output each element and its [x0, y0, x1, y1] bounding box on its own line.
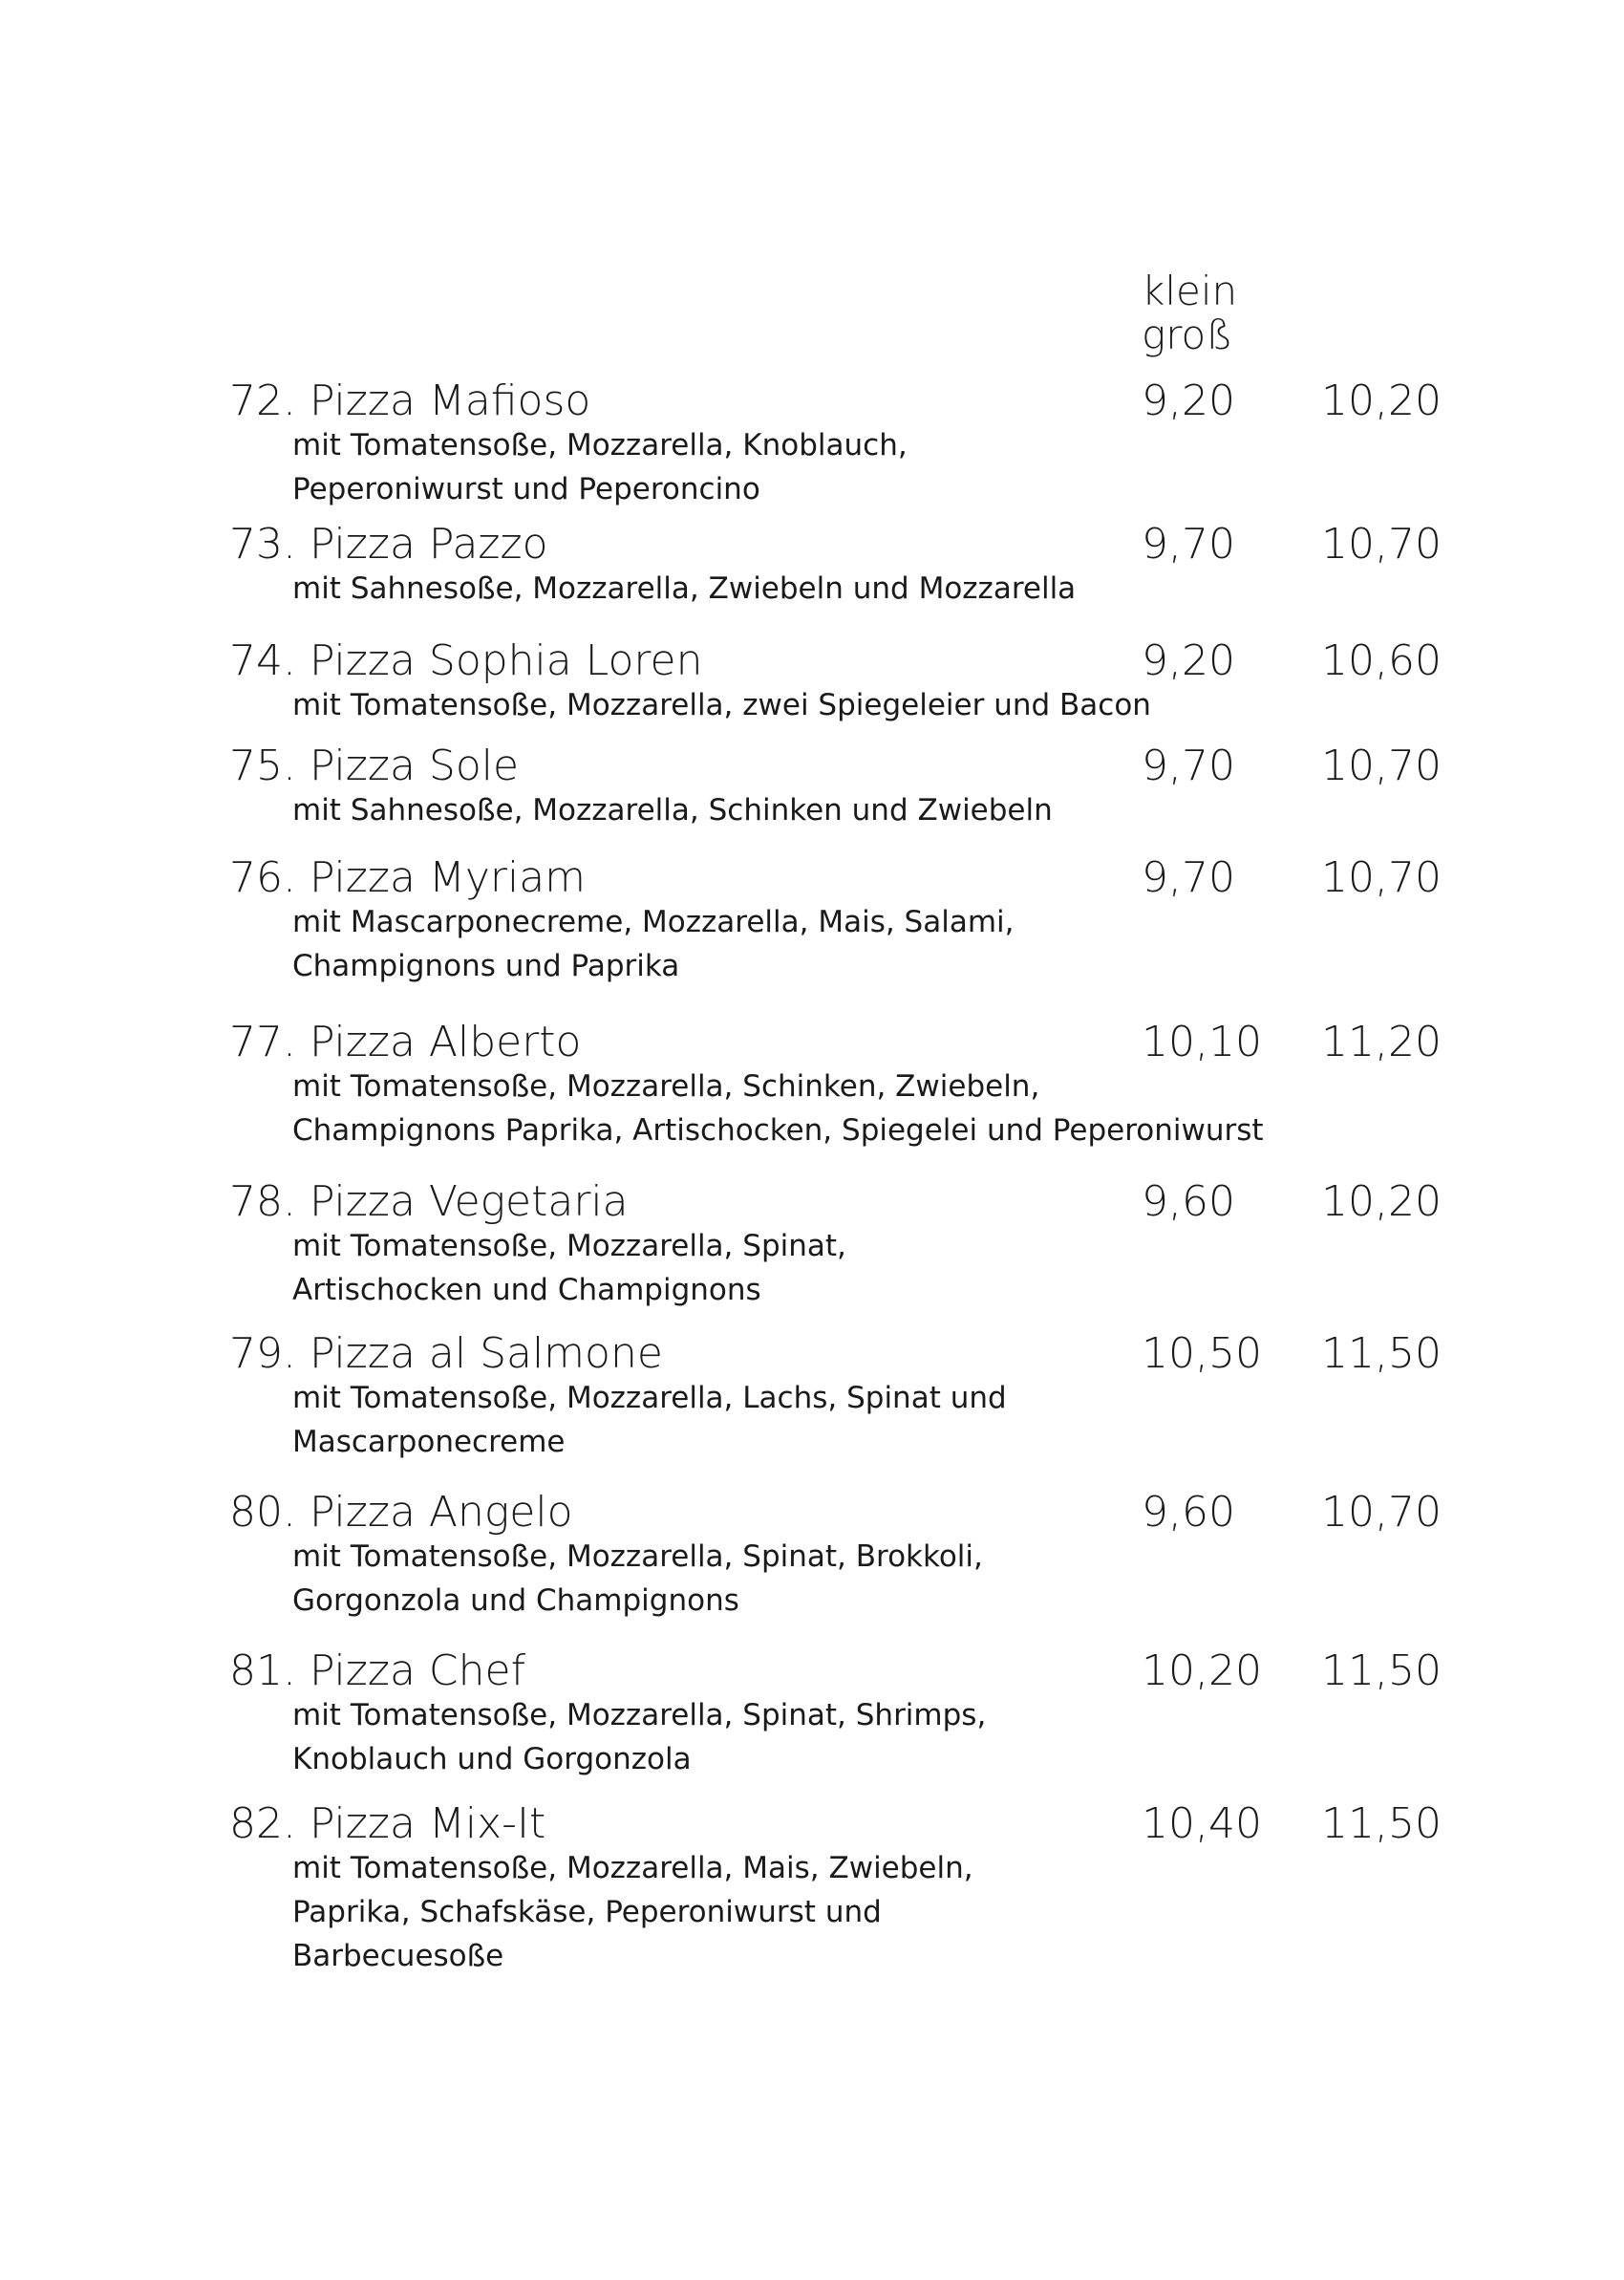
- item-description: [292, 1693, 986, 1781]
- item-description: [292, 1065, 1264, 1152]
- price-small: 9,60: [1142, 1488, 1235, 1537]
- price-large: 10,70: [1321, 1488, 1442, 1537]
- item-description-line: mit Tomatensoße, Mozzarella, Spinat, Brokkoli,: [292, 1539, 983, 1574]
- item-description: [292, 1376, 1007, 1464]
- item-description-line: Barbecuesoße: [292, 1939, 504, 1973]
- item-description: [292, 788, 1053, 832]
- item-description-line: mit Tomatensoße, Mozzarella, Spinat, Shrimps,: [292, 1698, 987, 1732]
- item-description-line: mit Mascarponecreme, Mozzarella, Mais, Salami,: [292, 905, 1015, 939]
- price-large: 10,20: [1321, 376, 1442, 425]
- item-title: 72. Pizza Mafioso: [229, 376, 591, 425]
- price-large: 11,50: [1321, 1329, 1442, 1378]
- price-large: 10,20: [1321, 1177, 1442, 1226]
- item-title: 74. Pizza Sophia Loren: [229, 636, 703, 685]
- price-large: 10,70: [1321, 520, 1442, 569]
- price-small: 10,20: [1142, 1646, 1262, 1695]
- item-title: 77. Pizza Alberto: [229, 1018, 582, 1066]
- item-description: [292, 900, 1015, 988]
- item-description-line: mit Tomatensoße, Mozzarella, Schinken, Zwiebeln,: [292, 1069, 1040, 1104]
- item-description: [292, 567, 1076, 611]
- price-small: 10,40: [1142, 1799, 1262, 1848]
- item-description: [292, 1224, 846, 1312]
- price-small: 9,70: [1142, 520, 1235, 569]
- item-description-line: mit Sahnesoße, Mozzarella, Zwiebeln und Mozzarella: [292, 571, 1077, 606]
- size-large-label: groß: [1142, 312, 1233, 358]
- price-small: 9,70: [1142, 742, 1235, 790]
- item-title: 75. Pizza Sole: [229, 742, 520, 790]
- item-description-line: Gorgonzola und Champignons: [292, 1583, 739, 1618]
- price-small: 10,10: [1142, 1018, 1262, 1066]
- item-description: [292, 423, 908, 511]
- item-description-line: Champignons und Paprika: [292, 949, 680, 983]
- item-description-line: Champignons Paprika, Artischocken, Spiegelei und Peperoniwurst: [292, 1113, 1264, 1148]
- item-title: 81. Pizza Chef: [229, 1646, 526, 1695]
- price-large: 10,70: [1321, 853, 1442, 902]
- price-small: 9,60: [1142, 1177, 1235, 1226]
- item-description-line: mit Tomatensoße, Mozzarella, Knoblauch,: [292, 428, 908, 462]
- item-title: 82. Pizza Mix-It: [229, 1799, 546, 1848]
- price-large: 10,70: [1321, 742, 1442, 790]
- price-small: 9,70: [1142, 853, 1235, 902]
- item-title: 79. Pizza al Salmone: [229, 1329, 663, 1378]
- size-small-label: klein: [1142, 268, 1238, 314]
- price-large: 11,50: [1321, 1646, 1442, 1695]
- item-title: 80. Pizza Angelo: [229, 1488, 573, 1537]
- item-description-line: Paprika, Schafskäse, Peperoniwurst und: [292, 1895, 882, 1929]
- price-small: 10,50: [1142, 1329, 1262, 1378]
- item-description: [292, 683, 1151, 727]
- item-description-line: mit Tomatensoße, Mozzarella, Lachs, Spinat und: [292, 1381, 1007, 1415]
- price-small: 9,20: [1142, 376, 1235, 425]
- item-title: 73. Pizza Pazzo: [229, 520, 548, 569]
- price-large: 10,60: [1321, 636, 1442, 685]
- item-description-line: mit Sahnesoße, Mozzarella, Schinken und Zwiebeln: [292, 793, 1053, 828]
- item-title: 76. Pizza Myriam: [229, 853, 587, 902]
- item-title: 78. Pizza Vegetaria: [229, 1177, 629, 1226]
- item-description-line: Artischocken und Champignons: [292, 1273, 761, 1307]
- item-description-line: Mascarponecreme: [292, 1425, 566, 1459]
- item-description: [292, 1846, 973, 1978]
- price-large: 11,50: [1321, 1799, 1442, 1848]
- item-description-line: mit Tomatensoße, Mozzarella, Spinat,: [292, 1229, 846, 1263]
- item-description: [292, 1535, 983, 1623]
- item-description-line: Peperoniwurst und Peperoncino: [292, 472, 760, 506]
- price-small: 9,20: [1142, 636, 1235, 685]
- size-column-header: [1142, 269, 1237, 357]
- item-description-line: mit Tomatensoße, Mozzarella, Mais, Zwiebeln,: [292, 1851, 973, 1885]
- item-description-line: Knoblauch und Gorgonzola: [292, 1742, 692, 1776]
- item-description-line: mit Tomatensoße, Mozzarella, zwei Spiegeleier und Bacon: [292, 688, 1151, 722]
- price-large: 11,20: [1321, 1018, 1442, 1066]
